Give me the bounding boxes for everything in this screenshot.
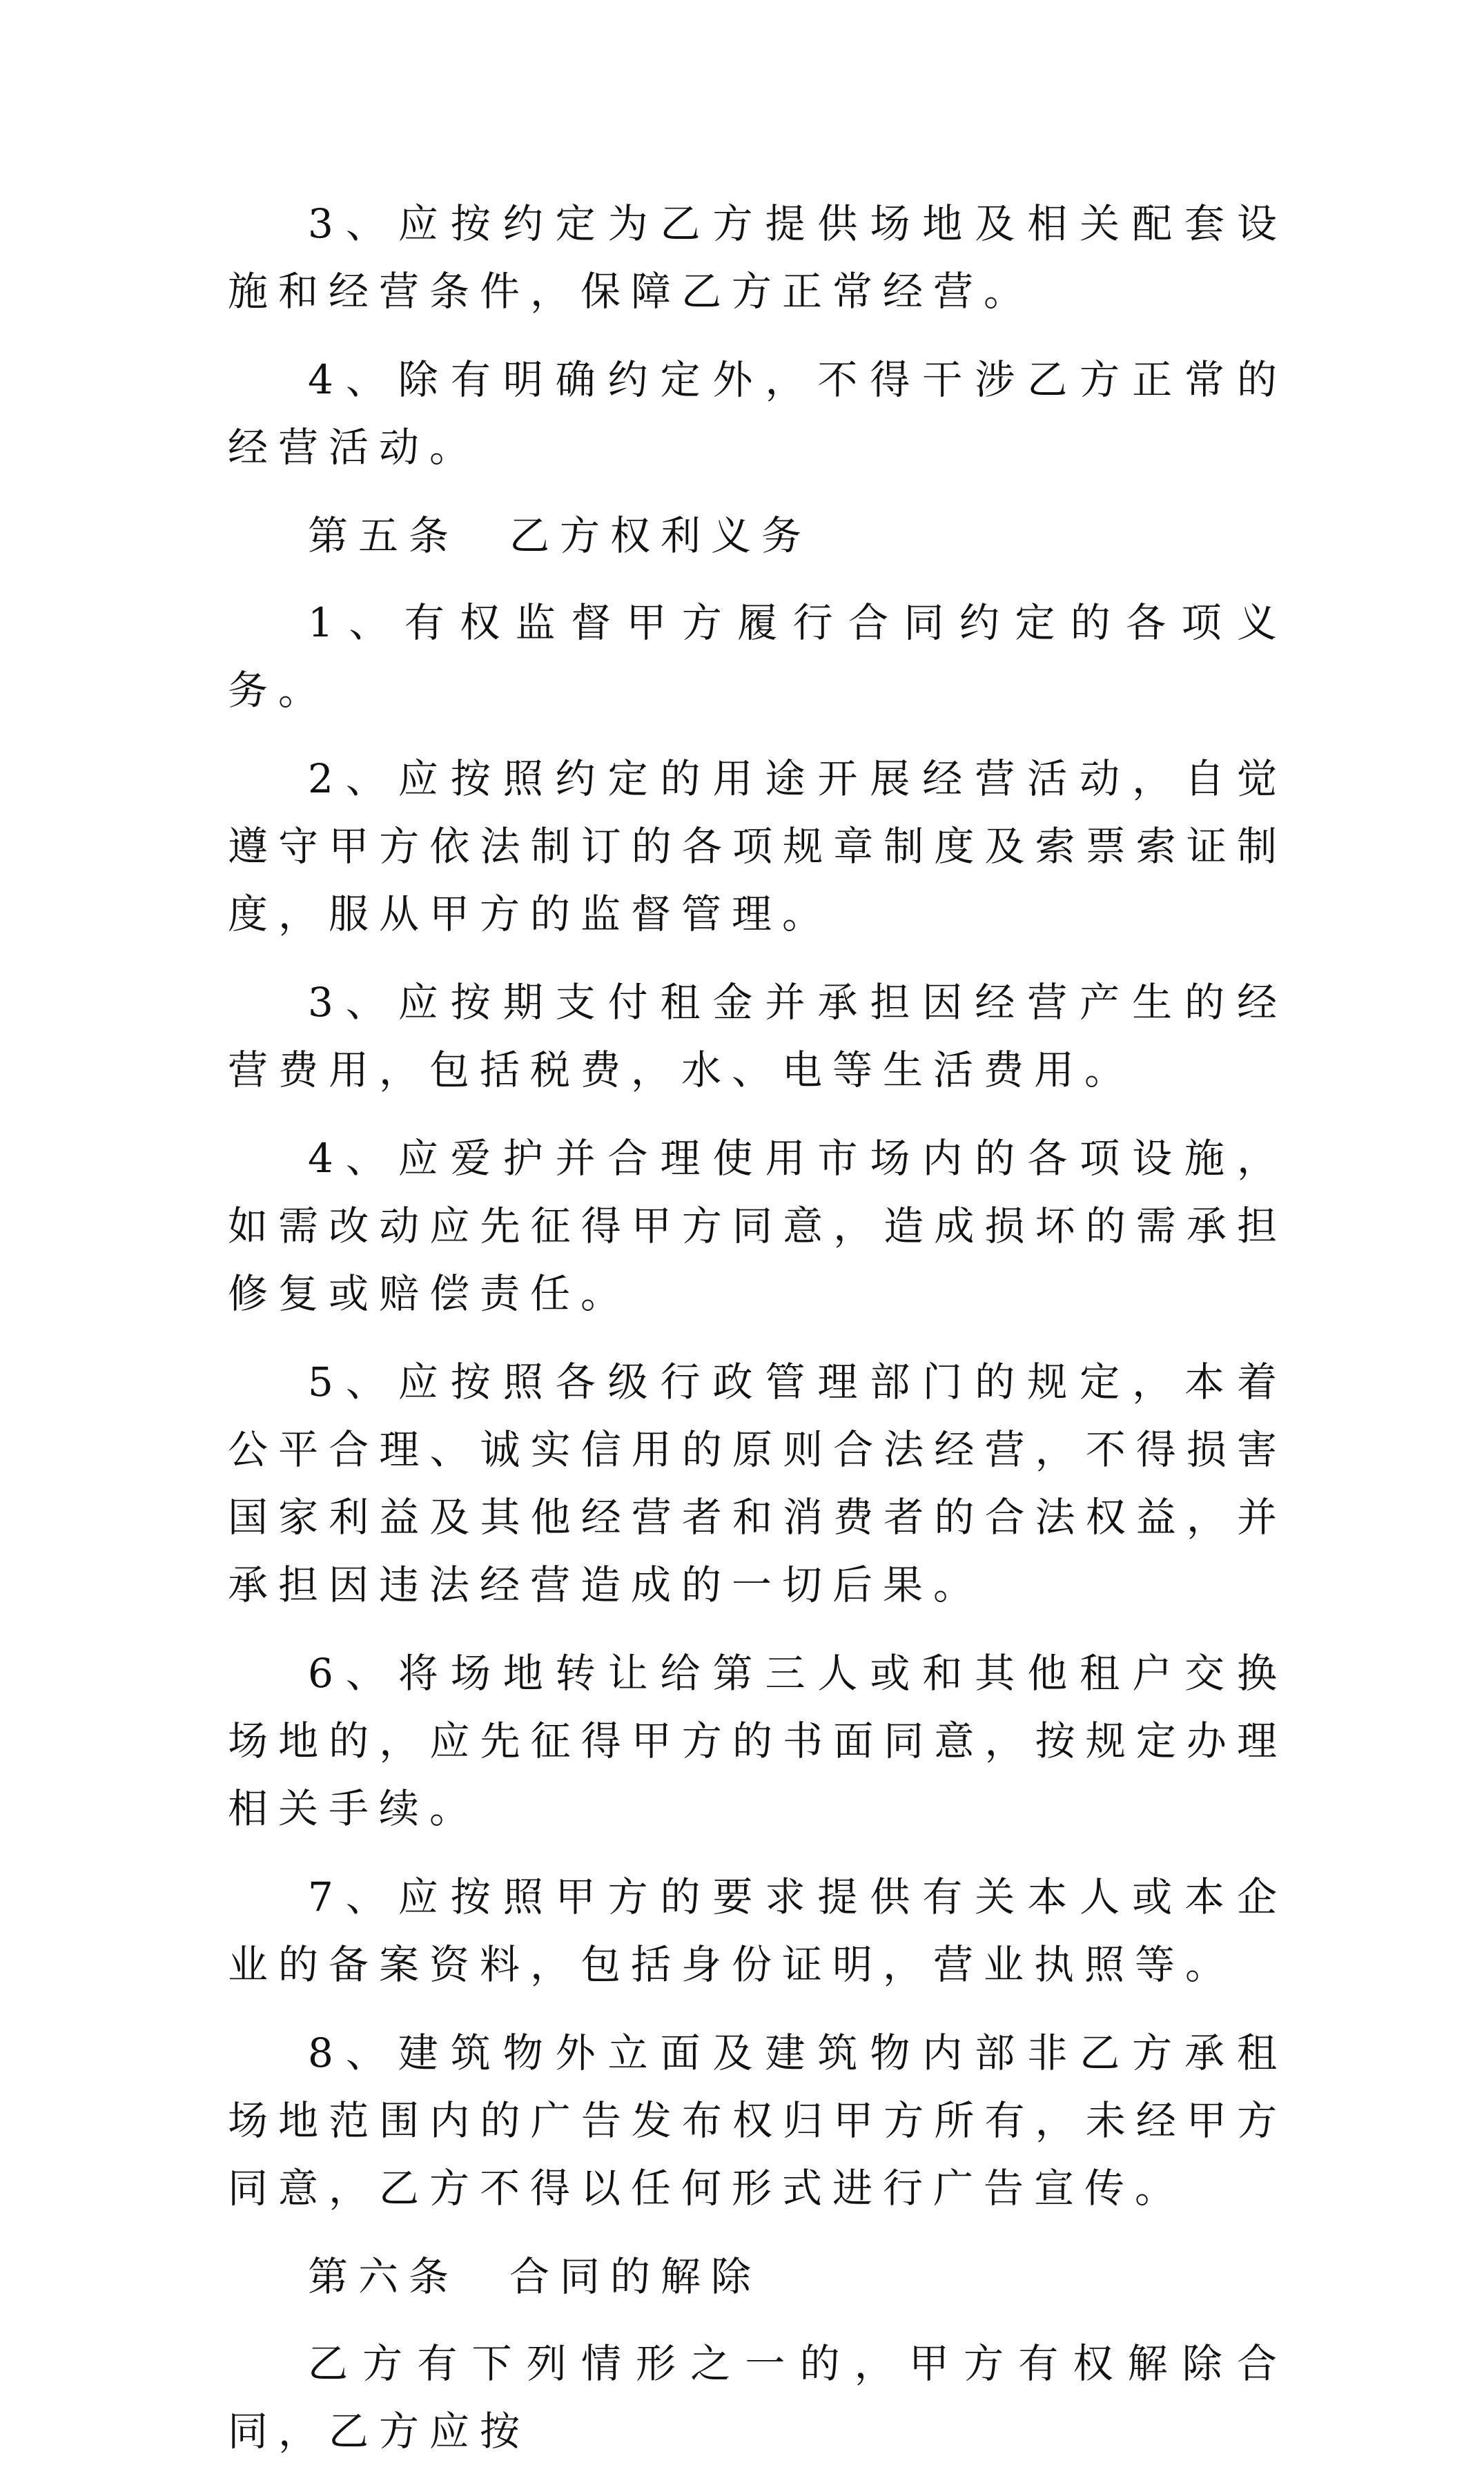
article-five-heading: 第五条 乙方权利义务 bbox=[308, 512, 812, 559]
paragraph-5-2: 2、应按照约定的用途开展经营活动，自觉遵守甲方依法制订的各项规章制度及索票索证制度，服从甲方的监督管理。 bbox=[228, 755, 1287, 937]
paragraph-5-3: 3、应按期支付租金并承担因经营产生的经营费用，包括税费，水、电等生活费用。 bbox=[228, 979, 1287, 1093]
paragraph-6-intro: 乙方有下列情形之一的，甲方有权解除合同，乙方应按 bbox=[228, 2340, 1287, 2455]
paragraph-4: 4、除有明确约定外，不得干涉乙方正常的经营活动。 bbox=[228, 356, 1287, 471]
paragraph-5-7: 7、应按照甲方的要求提供有关本人或本企业的备案资料，包括身份证明，营业执照等。 bbox=[228, 1873, 1287, 1988]
paragraph-5-6: 6、将场地转让给第三人或和其他租户交换场地的，应先征得甲方的书面同意，按规定办理相关手续。 bbox=[228, 1650, 1287, 1832]
paragraph-3: 3、应按约定为乙方提供场地及相关配套设施和经营条件，保障乙方正常经营。 bbox=[228, 200, 1287, 315]
paragraph-5-5: 5、应按照各级行政管理部门的规定，本着公平合理、诚实信用的原则合法经营，不得损害国家利益及其他经营者和消费者的合法权益，并承担因违法经营造成的一切后果。 bbox=[228, 1358, 1287, 1608]
paragraph-5-1: 1、有权监督甲方履行合同约定的各项义务。 bbox=[228, 599, 1287, 714]
paragraph-5-4: 4、应爱护并合理使用市场内的各项设施，如需改动应先征得甲方同意，造成损坏的需承担修复或赔偿责任。 bbox=[228, 1135, 1287, 1317]
article-six-heading: 第六条 合同的解除 bbox=[308, 2253, 762, 2300]
paragraph-5-8: 8、建筑物外立面及建筑物内部非乙方承租场地范围内的广告发布权归甲方所有，未经甲方同意，乙方不得以任何形式进行广告宣传。 bbox=[228, 2029, 1287, 2212]
document-body bbox=[228, 190, 1287, 2465]
